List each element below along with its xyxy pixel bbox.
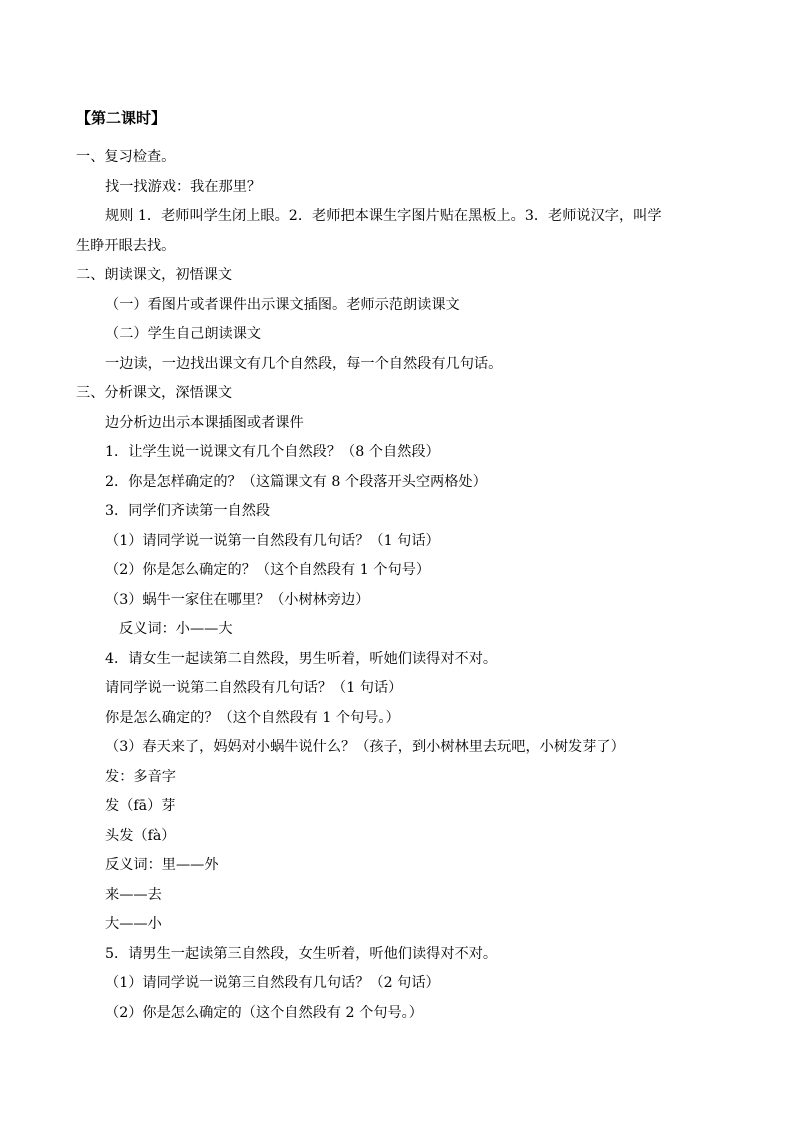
text-line: 反义词：小——大 [119,621,233,637]
text-line: 头发（fà） [105,828,176,844]
text-line: 找一找游戏：我在那里？ [105,179,262,195]
text-line: 3．同学们齐读第一自然段 [105,503,271,519]
text-line: 大——小 [105,916,162,932]
text-line: （二）学生自己朗读课文 [105,326,262,342]
text-line: （3）蜗牛一家住在哪里？（小树林旁边） [105,592,370,608]
section-heading-review: 一、复习检查。 [76,149,176,165]
text-line: 2．你是怎样确定的？（这篇课文有 8 个段落开头空两格处） [105,474,487,490]
text-line: （2）你是怎么确定的？（这个自然段有 1 个句号） [105,562,431,578]
text-line: 边分析边出示本课插图或者课件 [105,415,304,431]
text-line: 来——去 [105,887,162,903]
section-heading-analysis: 三、分析课文，深悟课文 [76,385,233,401]
text-line: 你是怎么确定的？（这个自然段有 1 个句号。） [105,710,400,726]
text-line: （一）看图片或者课件出示课文插图。老师示范朗读课文 [105,297,460,313]
text-line: （1）请同学说一说第三自然段有几句话？（2 句话） [105,975,440,991]
text-line: 生睁开眼去找。 [76,238,176,254]
text-line: 请同学说一说第二自然段有几句话？（1 句话） [105,680,403,696]
text-line: （2）你是怎么确定的（这个自然段有 2 个句号。） [105,1005,423,1021]
text-line: （1）请同学说一说第一自然段有几句话？（1 句话） [105,533,440,549]
text-line: 规则 1．老师叫学生闭上眼。2．老师把本课生字图片贴在黑板上。3．老师说汉字，叫学 [105,208,662,224]
text-line: 1．让学生说一说课文有几个自然段？（8 个自然段） [105,444,440,460]
text-line: 4．请女生一起读第二自然段，男生听着，听她们读得对不对。 [105,651,498,667]
lesson-heading: 【第二课时】 [76,109,167,127]
text-line: 5．请男生一起读第三自然段，女生听着，听他们读得对不对。 [105,946,498,962]
text-line: 反义词：里——外 [105,857,219,873]
text-line: 发（fā）芽 [105,798,176,814]
section-heading-reading: 二、朗读课文，初悟课文 [76,267,233,283]
text-line: 一边读，一边找出课文有几个自然段，每一个自然段有几句话。 [105,356,503,372]
text-line: 发：多音字 [105,769,176,785]
text-line: （3）春天来了，妈妈对小蜗牛说什么？（孩子，到小树林里去玩吧，小树发芽了） [105,739,625,755]
